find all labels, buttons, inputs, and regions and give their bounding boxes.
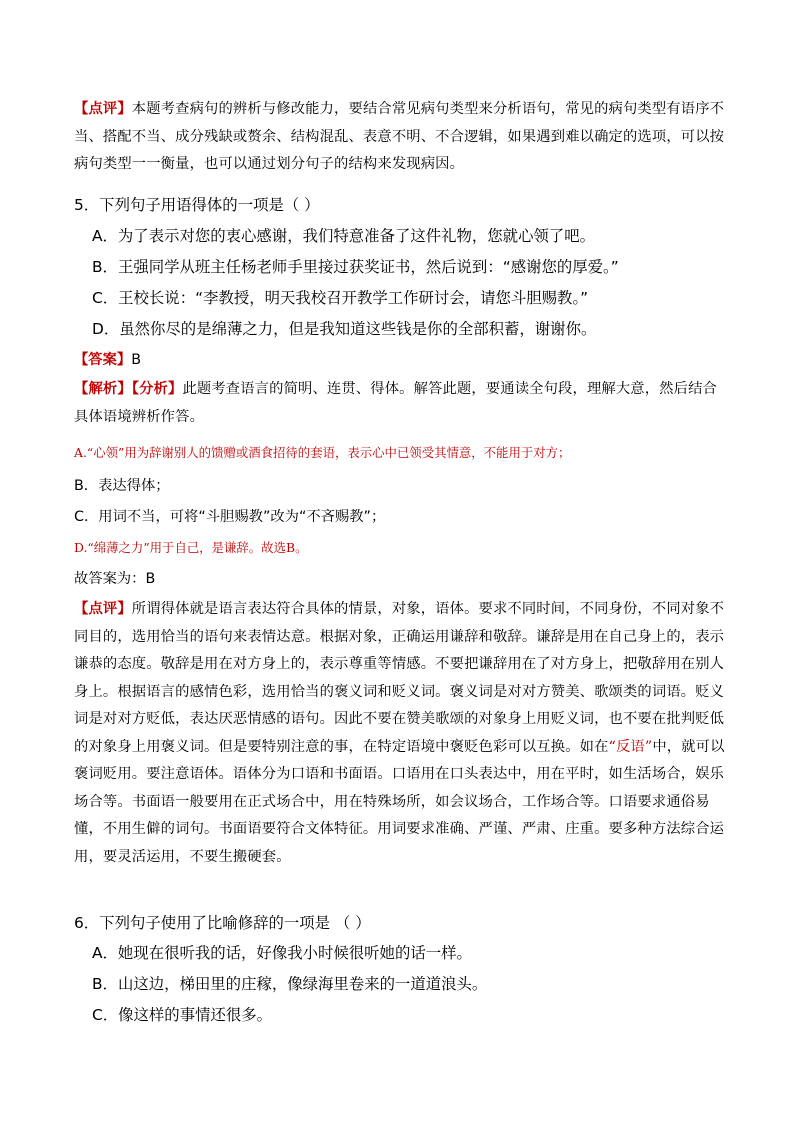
comment-2-text-before: 所谓得体就是语言表达符合具体的情景，对象，语体。要求不同时间，不同身份，不同对象不同目的，选用恰当的语句来表情达意。根据对象，正确运用谦辞和敬辞。谦辞是用在自己身上的，表示谦恭的态度。敬辞是用在对方身上的，表示尊重等情感。不要把谦辞用在了对方身上，把敬辞用在别人身上。根据语言的感情色彩，选用恰当的褒义词和贬义词。褒义词是对对方赞美、歌颂类的词语。贬义词是对对方贬低，表达厌恶情感的语句。因此不要在赞美歌颂的对象身上用贬义词，也不要在批判贬低的对象身上用褒义词。但是要特别注意的事，在特定语境中褒贬色彩可以互换。如在 xyxy=(74,601,725,755)
analysis-line-a: A.“心领”用为辞谢别人的馈赠或酒食招待的套语，表示心中已领受其情意，不能用于对方； xyxy=(74,445,571,460)
comment-paragraph-1 xyxy=(74,96,726,179)
analysis-tag: 【解析】【分析】 xyxy=(74,381,183,397)
answer-tag: 【答案】 xyxy=(74,352,132,368)
question-5-option-b: B．王强同学从班主任杨老师手里接过获奖证书，然后说到：“感谢您的厚爱。” xyxy=(92,258,619,276)
question-5-option-c: C．王校长说：“李教授，明天我校召开教学工作研讨会，请您斗胆赐教。” xyxy=(92,289,589,307)
question-6-option-c: C．像这样的事情还很多。 xyxy=(92,1006,273,1024)
question-6-option-a: A．她现在很听我的话，好像我小时候很听她的话一样。 xyxy=(92,944,472,962)
comment-tag: 【点评】 xyxy=(74,101,132,117)
question-5-option-d: D．虽然你尽的是绵薄之力，但是我知道这些钱是你的全部积蓄，谢谢你。 xyxy=(92,320,597,338)
comment-2-text-after: 中，就可以褒词贬用。要注意语体。语体分为口语和书面语。口语用在口头表达中，用在平时，如生活场合，娱乐场合等。书面语一般要用在正式场合中，用在特殊场所，如会议场合，工作场合等。口语要求通俗易懂，不用生僻的词句。书面语要符合文体特征。用词要求准确、严谨、严肃、庄重。要多种方法综合运用，要灵活运用，不要生搬硬套。 xyxy=(74,738,725,865)
comment-paragraph-2 xyxy=(74,596,726,871)
analysis-text: 此题考查语言的简明、连贯、得体。解答此题，要通读全句段，理解大意，然后结合具体语境辨析作答。 xyxy=(74,381,717,425)
analysis-paragraph xyxy=(74,376,726,431)
question-5-option-a: A．为了表示对您的衷心感谢，我们特意准备了这件礼物，您就心领了吧。 xyxy=(92,227,596,245)
question-6-stem: 6．下列句子使用了比喻修辞的一项是 （ ） xyxy=(74,914,371,932)
comment-2-quote: “反语” xyxy=(608,738,653,755)
analysis-line-b: B．表达得体； xyxy=(74,478,170,494)
answer-value: B xyxy=(131,352,141,368)
comment-2-tag: 【点评】 xyxy=(74,601,132,617)
question-6-option-b: B．山这边，梯田里的庄稼，像绿海里卷来的一道道浪头。 xyxy=(92,975,488,993)
final-answer-line: 故答案为：B xyxy=(74,571,156,587)
comment-text: 本题考查病句的辨析与修改能力，要结合常见病句类型来分析语句，常见的病句类型有语序不当、搭配不当、成分残缺或赘余、结构混乱、表意不明、不合逻辑，如果遇到难以确定的选项，可以按病句类型一一衡量，也可以通过划分句子的结构来发现病因。 xyxy=(74,101,725,172)
question-5-stem: 5．下列句子用语得体的一项是（ ） xyxy=(74,196,320,214)
analysis-line-d: D.“绵薄之力”用于自己，是谦辞。故选B。 xyxy=(74,540,308,555)
answer-line xyxy=(74,350,141,370)
analysis-line-c: C．用词不当，可将“斗胆赐教”改为“不吝赐教”； xyxy=(74,509,386,525)
